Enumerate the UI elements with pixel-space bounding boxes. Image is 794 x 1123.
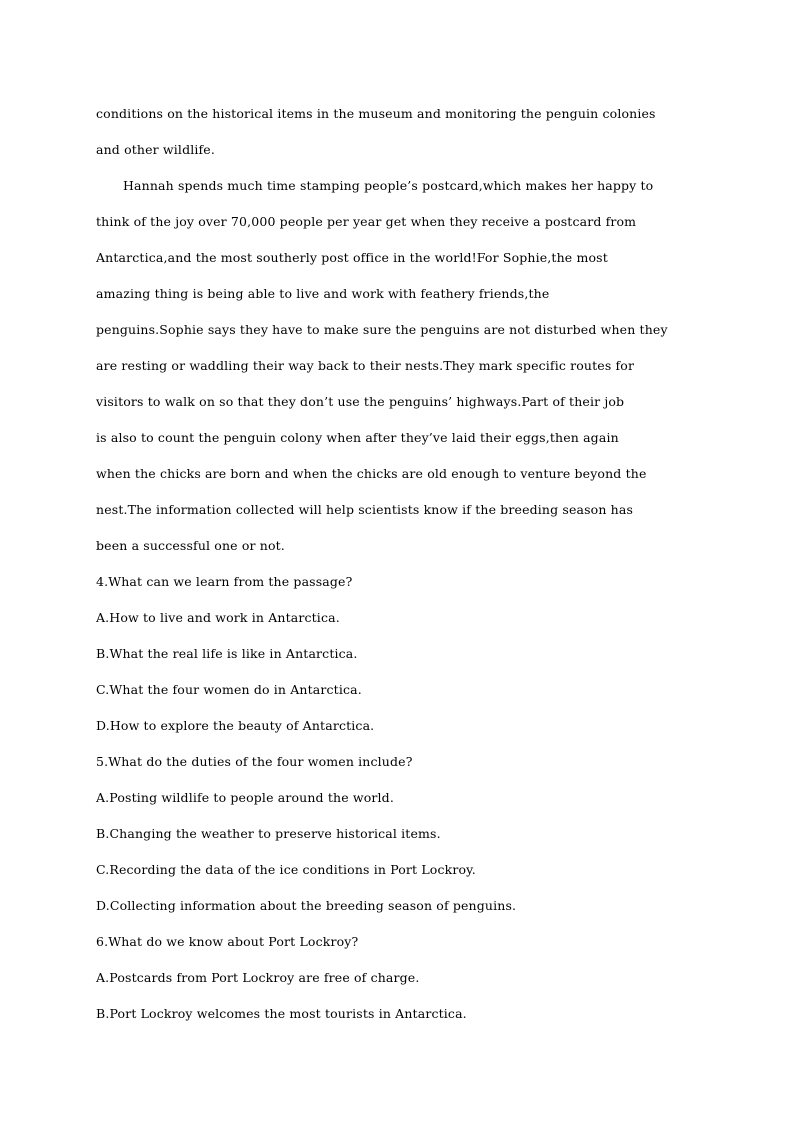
answer-option-c: C.Recording the data of the ice conditions in Port Lockroy.	[96, 862, 476, 877]
passage-line: when the chicks are born and when the chicks are old enough to venture beyond the	[96, 466, 647, 481]
answer-option-b: B.What the real life is like in Antarctica.	[96, 646, 358, 661]
answer-option-a: A.How to live and work in Antarctica.	[96, 610, 340, 625]
answer-option-d: D.How to explore the beauty of Antarctica.	[96, 718, 375, 733]
passage-line: penguins.Sophie says they have to make sure the penguins are not disturbed when they	[96, 322, 668, 337]
answer-option-c: C.What the four women do in Antarctica.	[96, 682, 362, 697]
passage-line: nest.The information collected will help scientists know if the breeding season has	[96, 502, 634, 517]
question-stem: 6.What do we know about Port Lockroy?	[96, 934, 359, 949]
answer-option-a: A.Posting wildlife to people around the world.	[96, 790, 394, 805]
passage-line: is also to count the penguin colony when after they’ve laid their eggs,then again	[96, 430, 619, 445]
question-4	[96, 569, 701, 749]
passage-line: conditions on the historical items in the museum and monitoring the penguin colonies	[96, 106, 656, 121]
page-content	[96, 101, 701, 1037]
passage-line: amazing thing is being able to live and work with feathery friends,the	[96, 286, 550, 301]
question-5	[96, 749, 701, 929]
passage-line: are resting or waddling their way back to their nests.They mark specific routes for	[96, 358, 635, 373]
question-stem: 4.What can we learn from the passage?	[96, 574, 353, 589]
passage	[96, 101, 701, 569]
passage-line: Hannah spends much time stamping people’s postcard,which makes her happy to	[123, 178, 654, 193]
passage-line: visitors to walk on so that they don’t use the penguins’ highways.Part of their job	[96, 394, 625, 409]
answer-option-d: D.Collecting information about the breeding season of penguins.	[96, 898, 517, 913]
passage-line: Antarctica,and the most southerly post office in the world!For Sophie,the most	[96, 250, 608, 265]
question-6	[96, 929, 701, 1037]
answer-option-b: B.Port Lockroy welcomes the most tourists in Antarctica.	[96, 1006, 467, 1021]
answer-option-a: A.Postcards from Port Lockroy are free of charge.	[96, 970, 420, 985]
answer-option-b: B.Changing the weather to preserve historical items.	[96, 826, 441, 841]
passage-line: think of the joy over 70,000 people per year get when they receive a postcard from	[96, 214, 637, 229]
question-stem: 5.What do the duties of the four women include?	[96, 754, 413, 769]
passage-line: been a successful one or not.	[96, 538, 285, 553]
passage-line: and other wildlife.	[96, 142, 215, 157]
